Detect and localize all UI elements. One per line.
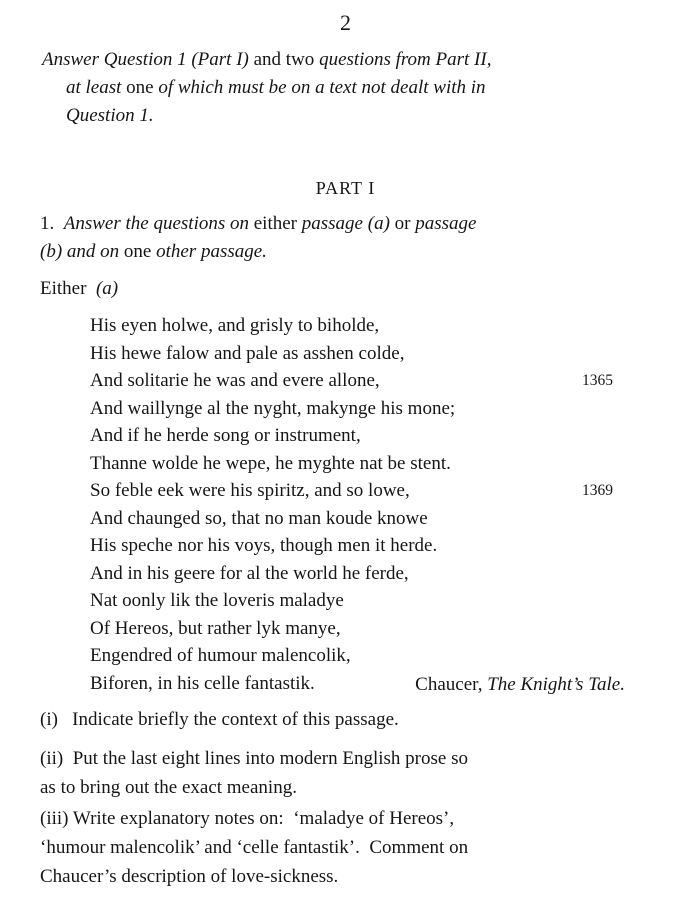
sub-question-line: (iii) Write explanatory notes on: ‘maladye of Hereos’, [40,808,455,829]
poem-line [90,395,650,423]
poem-line-text: Thanne wolde he wepe, he myghte nat be stent. [90,452,451,474]
page-number: 2 [340,10,351,35]
passage-letter: (a) [95,278,119,299]
question-1-line-2 [40,238,640,266]
poem-line-text: Of Hereos, but rather lyk manye, [90,617,341,639]
poem-line-text: So feble eek were his spiritz, and so lowe, [90,480,410,501]
sub-question-line: (i) Indicate briefly the context of this passage. [40,709,399,730]
sub-question-line: ‘humour malencolik’ and ‘celle fantastik’. Comment on [40,837,469,858]
sub-question-ii [40,744,650,802]
poem-passage [90,312,650,697]
poem-line-text: His eyen holwe, and grisly to biholde, [90,315,380,336]
poem-line [90,587,650,615]
poem-line [90,340,650,368]
poem-line [90,532,650,560]
poem-line [90,560,650,588]
line-number: 1369 [582,482,613,499]
poem-line [90,505,650,533]
instructions-line-1 [42,46,642,74]
poem-line-text: And in his geere for al the world he ferde, [90,562,409,584]
poem-line-text: Nat oonly lik the loveris maladye [90,590,344,611]
sub-question-line: (ii) Put the last eight lines into modern English prose so [40,748,468,769]
sub-question-line: as to bring out the exact meaning. [40,777,297,798]
poem-line [90,312,650,340]
instructions-line-3: Question 1. [66,105,154,126]
attribution-author: Chaucer, [415,674,488,695]
poem-line-text: And solitarie he was and evere allone, [90,370,380,391]
question-emphasis: or [394,213,416,234]
question-text: passage [415,213,477,234]
poem-line [90,615,650,643]
poem-line-text: His hewe falow and pale as asshen colde, [90,342,405,364]
poem-line [90,642,650,670]
attribution-work: The Knight’s Tale. [487,674,625,695]
poem-line [90,477,650,505]
passage-label [40,278,118,300]
poem-line [90,367,650,395]
poem-line-text: His speche nor his voys, though men it herde. [90,535,438,556]
question-1 [40,210,640,266]
poem-line [90,422,650,450]
instructions-emphasis: one [126,77,159,98]
instructions-text: questions from Part II, [319,49,492,70]
question-text: (b) and on [40,241,124,262]
instructions-text: Answer Question 1 (Part I) [42,49,254,70]
instructions-emphasis: and two [253,49,320,70]
instructions-text: of which must be on a text not dealt with in [158,77,486,98]
question-emphasis: one [123,241,157,262]
poem-line-text: And waillynge al the nyght, makynge his mone; [90,397,456,419]
poem-line-text: Biforen, in his celle fantastik. [90,672,315,694]
poem-line-text: And if he herde song or instrument, [90,425,361,446]
instructions-line-2 [42,74,642,102]
question-number: 1. [40,213,55,234]
poem-line [90,450,650,478]
sub-question-i [40,705,650,734]
poem-line-text: And chaunged so, that no man koude knowe [90,507,428,529]
sub-question-iii [40,804,650,891]
attribution [415,674,625,696]
question-emphasis: either [253,213,302,234]
line-number: 1365 [582,372,613,389]
instructions [42,46,642,130]
question-text: Answer the questions on [63,213,254,234]
poem-line-text: Engendred of humour malencolik, [90,645,351,666]
question-1-line-1 [40,210,640,238]
question-text: passage (a) [301,213,395,234]
either-word: Either [40,278,87,299]
sub-question-line: Chaucer’s description of love-sickness. [40,866,339,887]
part-heading: PART I [315,178,376,198]
question-text: other passage. [156,241,267,262]
instructions-text: at least [66,77,127,98]
